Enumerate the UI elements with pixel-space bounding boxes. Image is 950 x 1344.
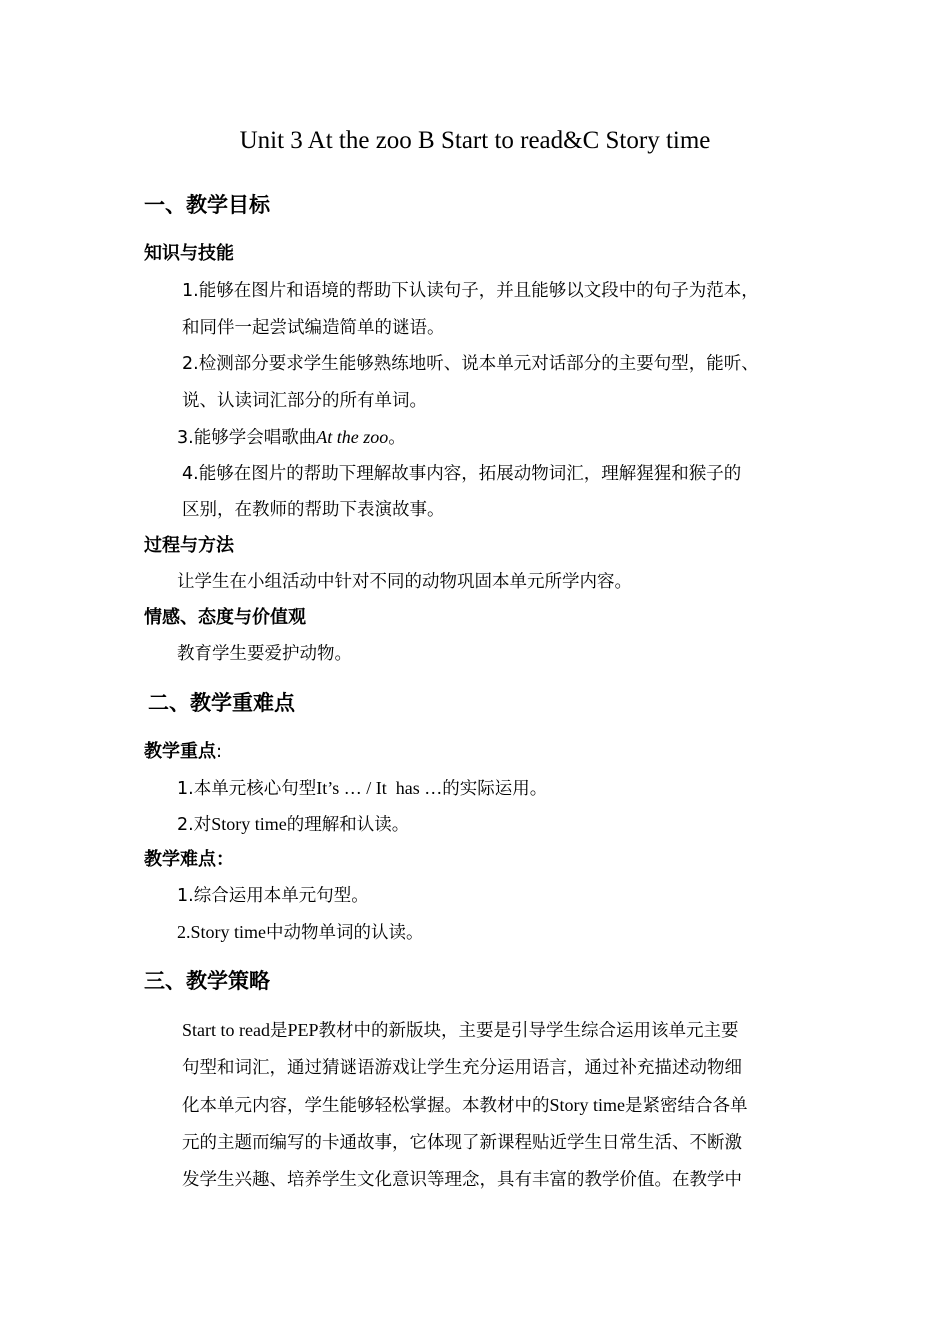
strategy-line-3-en: Story time [549,1095,625,1115]
objective-item-1-line-1: 1.能够在图片和语境的帮助下认读句子，并且能够以文段中的句子为范本， [182,281,759,301]
strategy-line-1 [182,1012,822,1050]
difficult-point-item-2-en: 2.Story time [177,922,266,942]
subheading-key-points [144,739,222,765]
strategy-line-4: 元的主题而编写的卡通故事，它体现了新课程贴近学生日常生活、不断激 [182,1133,742,1153]
objective-item-4-line-2: 区别，在教师的帮助下表演故事。 [182,500,445,520]
strategy-line-3 [182,1087,822,1125]
emotion-values-text: 教育学生要爱护动物。 [177,644,352,664]
difficult-point-item-2 [177,919,424,946]
subheading-process-methods: 过程与方法 [144,535,234,556]
difficult-point-item-1: 1.综合运用本单元句型。 [177,886,369,906]
objective-item-2-line-2: 说、认读词汇部分的所有单词。 [182,391,427,411]
subheading-emotion-values: 情感、态度与价值观 [144,607,306,628]
key-points-colon: : [216,741,223,762]
section-heading-objectives: 一、教学目标 [144,193,270,217]
objective-item-3 [177,424,406,451]
subheading-knowledge-skills: 知识与技能 [144,243,234,264]
objective-item-4-line-1: 4.能够在图片的帮助下理解故事内容，拓展动物词汇，理解猩猩和猴子的 [182,464,742,484]
key-points-label: 教学重点 [144,741,216,762]
strategy-line-5: 发学生兴趣、培养学生文化意识等理念，具有丰富的教学价值。在教学中 [182,1170,742,1190]
objective-item-3-suffix: 。 [388,428,406,448]
strategy-line-2: 句型和词汇，通过猜谜语游戏让学生充分运用语言，通过补充描述动物细 [182,1058,742,1078]
process-methods-text: 让学生在小组活动中针对不同的动物巩固本单元所学内容。 [177,572,632,592]
strategy-line-1-a: 是 [269,1021,288,1041]
difficult-point-item-2-suffix: 中动物单词的认读。 [266,923,424,943]
strategy-line-3-b: 是紧密结合各单 [625,1096,748,1116]
strategy-line-1-en: Start to read [182,1020,270,1040]
key-point-item-2-en: Story time [211,814,287,834]
section-heading-key-points: 二、教学重难点 [148,691,295,715]
key-point-item-1 [177,775,547,802]
key-sentence-pattern: It’s … / It has … [316,778,443,798]
objective-item-1-line-2: 和同伴一起尝试编造简单的谜语。 [182,318,445,338]
key-point-item-1-suffix: 的实际运用。 [442,779,548,799]
objective-item-2-line-1: 2.检测部分要求学生能够熟练地听、说本单元对话部分的主要句型，能听、 [182,354,759,374]
document-title: Unit 3 At the zoo B Start to read&C Story time [239,127,711,154]
section-heading-strategy: 三、教学策略 [144,969,270,993]
key-point-item-2 [177,811,409,838]
key-point-item-2-prefix: 2.对 [177,815,212,835]
key-point-item-2-suffix: 的理解和认读。 [286,815,410,835]
key-point-item-1-prefix: 1.本单元核心句型 [177,779,317,799]
strategy-paragraph [182,1012,822,1199]
subheading-difficult-points: 教学难点： [144,849,234,870]
strategy-line-1-pep: PEP [287,1020,319,1040]
objective-item-3-prefix: 3.能够学会唱歌曲 [177,428,317,448]
strategy-line-3-a: 化本单元内容，学生能够轻松掌握。本教材中的 [182,1096,550,1116]
strategy-line-1-b: 教材中的新版块，主要是引导学生综合运用该单元主要 [318,1021,739,1041]
song-title: At the zoo [316,427,389,447]
